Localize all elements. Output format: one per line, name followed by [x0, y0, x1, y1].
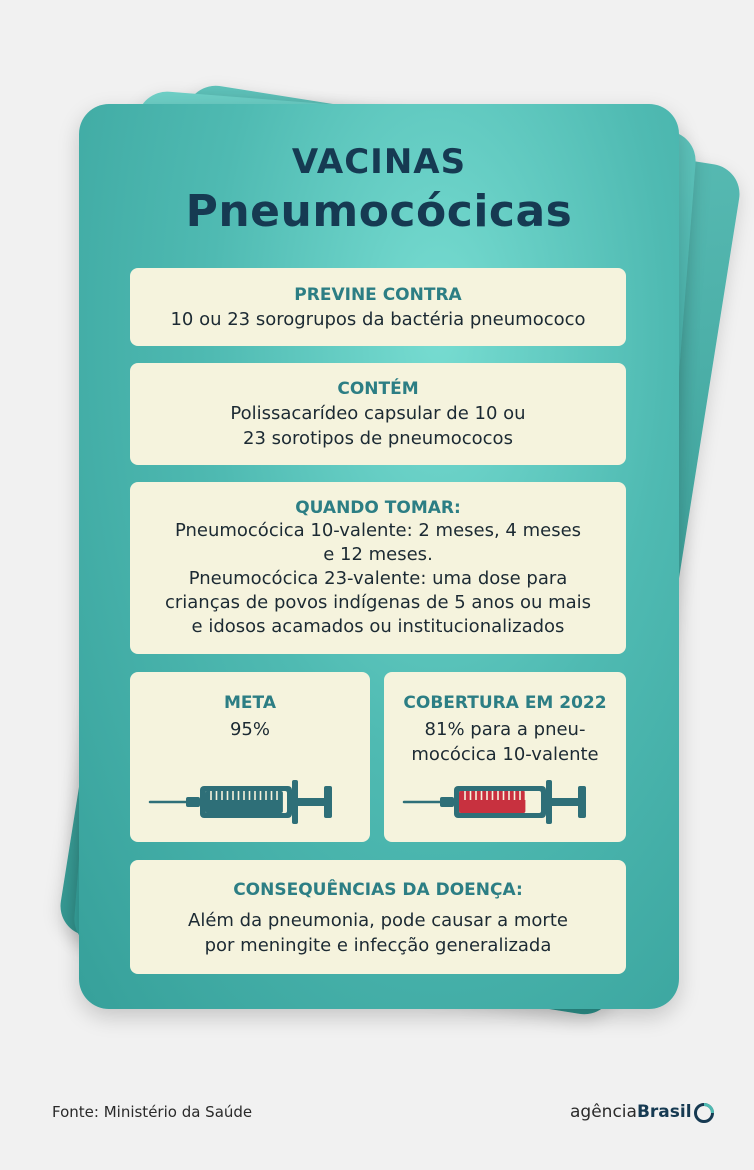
meta-value: 95% [229, 719, 270, 740]
contem-text-line: Polissacarídeo capsular de 10 ou [230, 403, 526, 424]
quando-text-line: e idosos acamados ou institucionalizados [191, 616, 565, 637]
source-credit: Fonte: Ministério da Saúde [52, 1103, 253, 1121]
cobertura-box [384, 672, 626, 842]
cobertura-label: COBERTURA EM 2022 [403, 693, 607, 713]
syringe-icon [402, 778, 602, 826]
agencia-brasil-logo-icon [693, 1102, 715, 1124]
contem-label: CONTÉM [337, 379, 419, 399]
meta-box [130, 672, 370, 842]
previne-box [130, 268, 626, 346]
contem-box [130, 363, 626, 465]
quando-box [130, 482, 626, 654]
consequencias-text-line: Além da pneumonia, pode causar a morte [188, 910, 568, 931]
cobertura-text-line: mocócica 10-valente [411, 744, 599, 765]
quando-text-line: Pneumocócica 23-valente: uma dose para [188, 568, 568, 589]
meta-label: META [224, 693, 276, 713]
consequencias-text-line: por meningite e infecção generalizada [204, 935, 552, 956]
quando-text-line: e 12 meses. [323, 544, 433, 565]
quando-text-line: Pneumocócica 10-valente: 2 meses, 4 meses [174, 520, 582, 541]
cobertura-text-line: 81% para a pneu- [424, 719, 586, 740]
title-line-1: VACINAS [291, 142, 467, 182]
consequencias-label: CONSEQUÊNCIAS DA DOENÇA: [233, 880, 523, 900]
consequencias-box [130, 860, 626, 974]
quando-text-line: crianças de povos indígenas de 5 anos ou mais [164, 592, 592, 613]
previne-text: 10 ou 23 sorogrupos da bactéria pneumococo [170, 309, 586, 330]
title-line-2: Pneumocócicas [185, 186, 573, 237]
contem-text-line: 23 sorotipos de pneumococos [243, 428, 513, 449]
brand-logo-text [570, 1102, 692, 1122]
brand-bold-text: Brasil [636, 1102, 692, 1122]
previne-label: PREVINE CONTRA [294, 285, 462, 305]
syringe-icon [148, 778, 348, 826]
quando-label: QUANDO TOMAR: [295, 498, 461, 518]
brand-light-text: agência [570, 1102, 637, 1122]
